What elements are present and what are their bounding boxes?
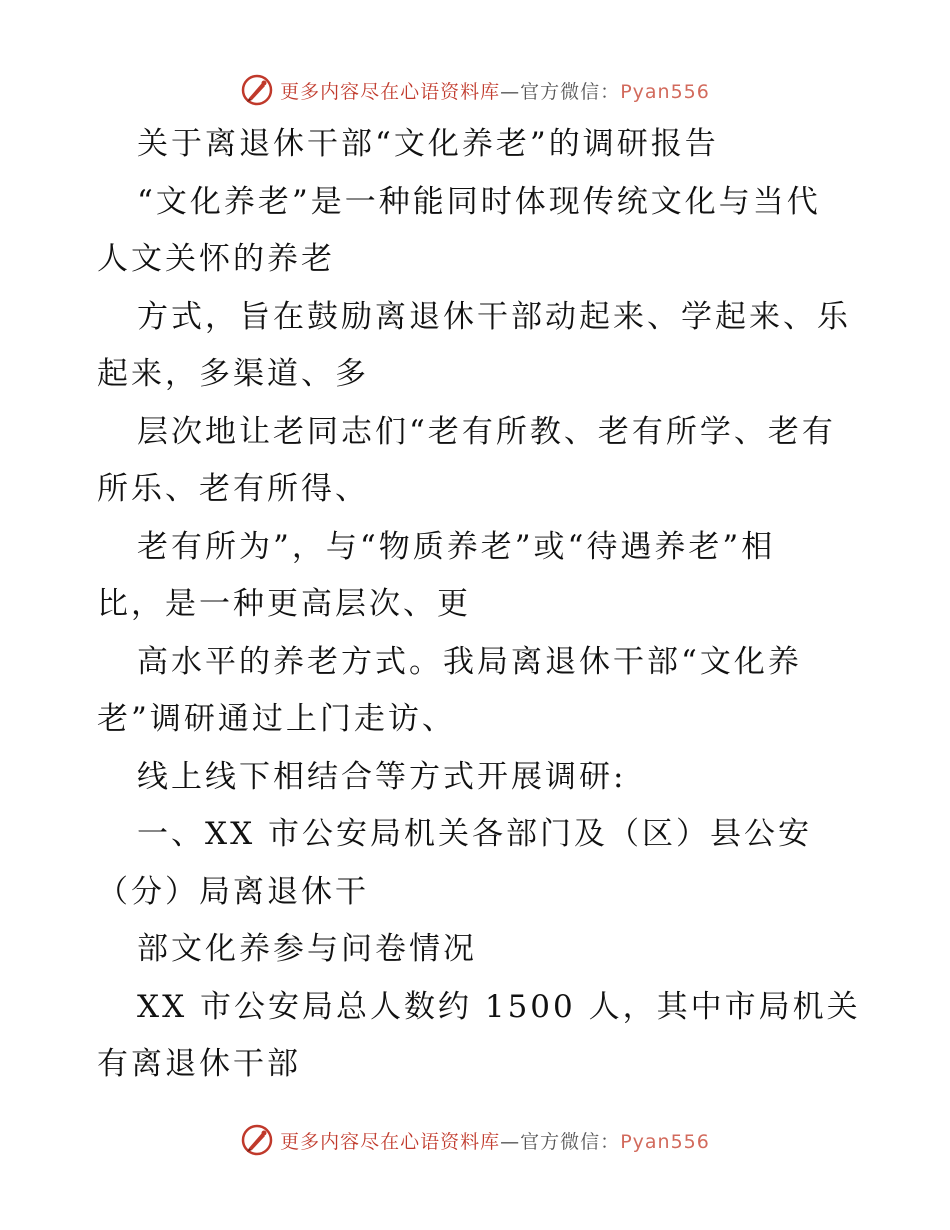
banner-text — [280, 1127, 710, 1154]
document-line: 一、XX 市公安局机关各部门及（区）县公安 — [137, 816, 812, 852]
document-line: 老”调研通过上门走访、 — [97, 701, 456, 737]
document-line: 人文关怀的养老 — [97, 241, 335, 277]
pen-logo-icon — [240, 1123, 274, 1157]
document-line: （分）局离退休干 — [97, 873, 369, 910]
banner-text — [280, 77, 710, 104]
document-line: 起来，多渠道、多 — [97, 356, 369, 392]
banner-separator: — — [500, 80, 521, 103]
document-line: 所乐、老有所得、 — [97, 471, 369, 507]
document-line: 高水平的养老方式。我局离退休干部“文化养 — [137, 643, 802, 680]
document-line: 层次地让老同志们“老有所教、老有所学、老有 — [137, 413, 836, 450]
banner-separator: — — [500, 1130, 521, 1153]
banner-wechat-label: 官方微信： — [520, 80, 621, 103]
document-body — [97, 116, 861, 1094]
document-line: 线上线下相结合等方式开展调研: — [137, 758, 627, 795]
document-line: 关于离退休干部“文化养老”的调研报告 — [137, 126, 719, 162]
document-line: XX 市公安局总人数约 1500 人，其中市局机关 — [137, 988, 861, 1025]
banner-handle: Pyan556 — [620, 1130, 710, 1153]
document-line: “文化养老”是一种能同时体现传统文化与当代 — [137, 183, 821, 220]
document-line: 有离退休干部 — [97, 1046, 301, 1082]
document-line: 部文化养参与问卷情况 — [137, 931, 477, 967]
pen-logo-icon — [240, 73, 274, 107]
footer-banner — [0, 1120, 950, 1160]
banner-main-text: 更多内容尽在心语资料库 — [280, 80, 501, 103]
document-line: 老有所为”，与“物质养老”或“待遇养老”相 — [137, 528, 776, 565]
document-line: 方式，旨在鼓励离退休干部动起来、学起来、乐 — [137, 298, 851, 335]
document-line: 比，是一种更高层次、更 — [97, 586, 471, 622]
banner-main-text: 更多内容尽在心语资料库 — [280, 1130, 501, 1153]
header-banner — [0, 70, 950, 110]
banner-wechat-label: 官方微信： — [520, 1130, 621, 1153]
banner-handle: Pyan556 — [620, 80, 710, 103]
